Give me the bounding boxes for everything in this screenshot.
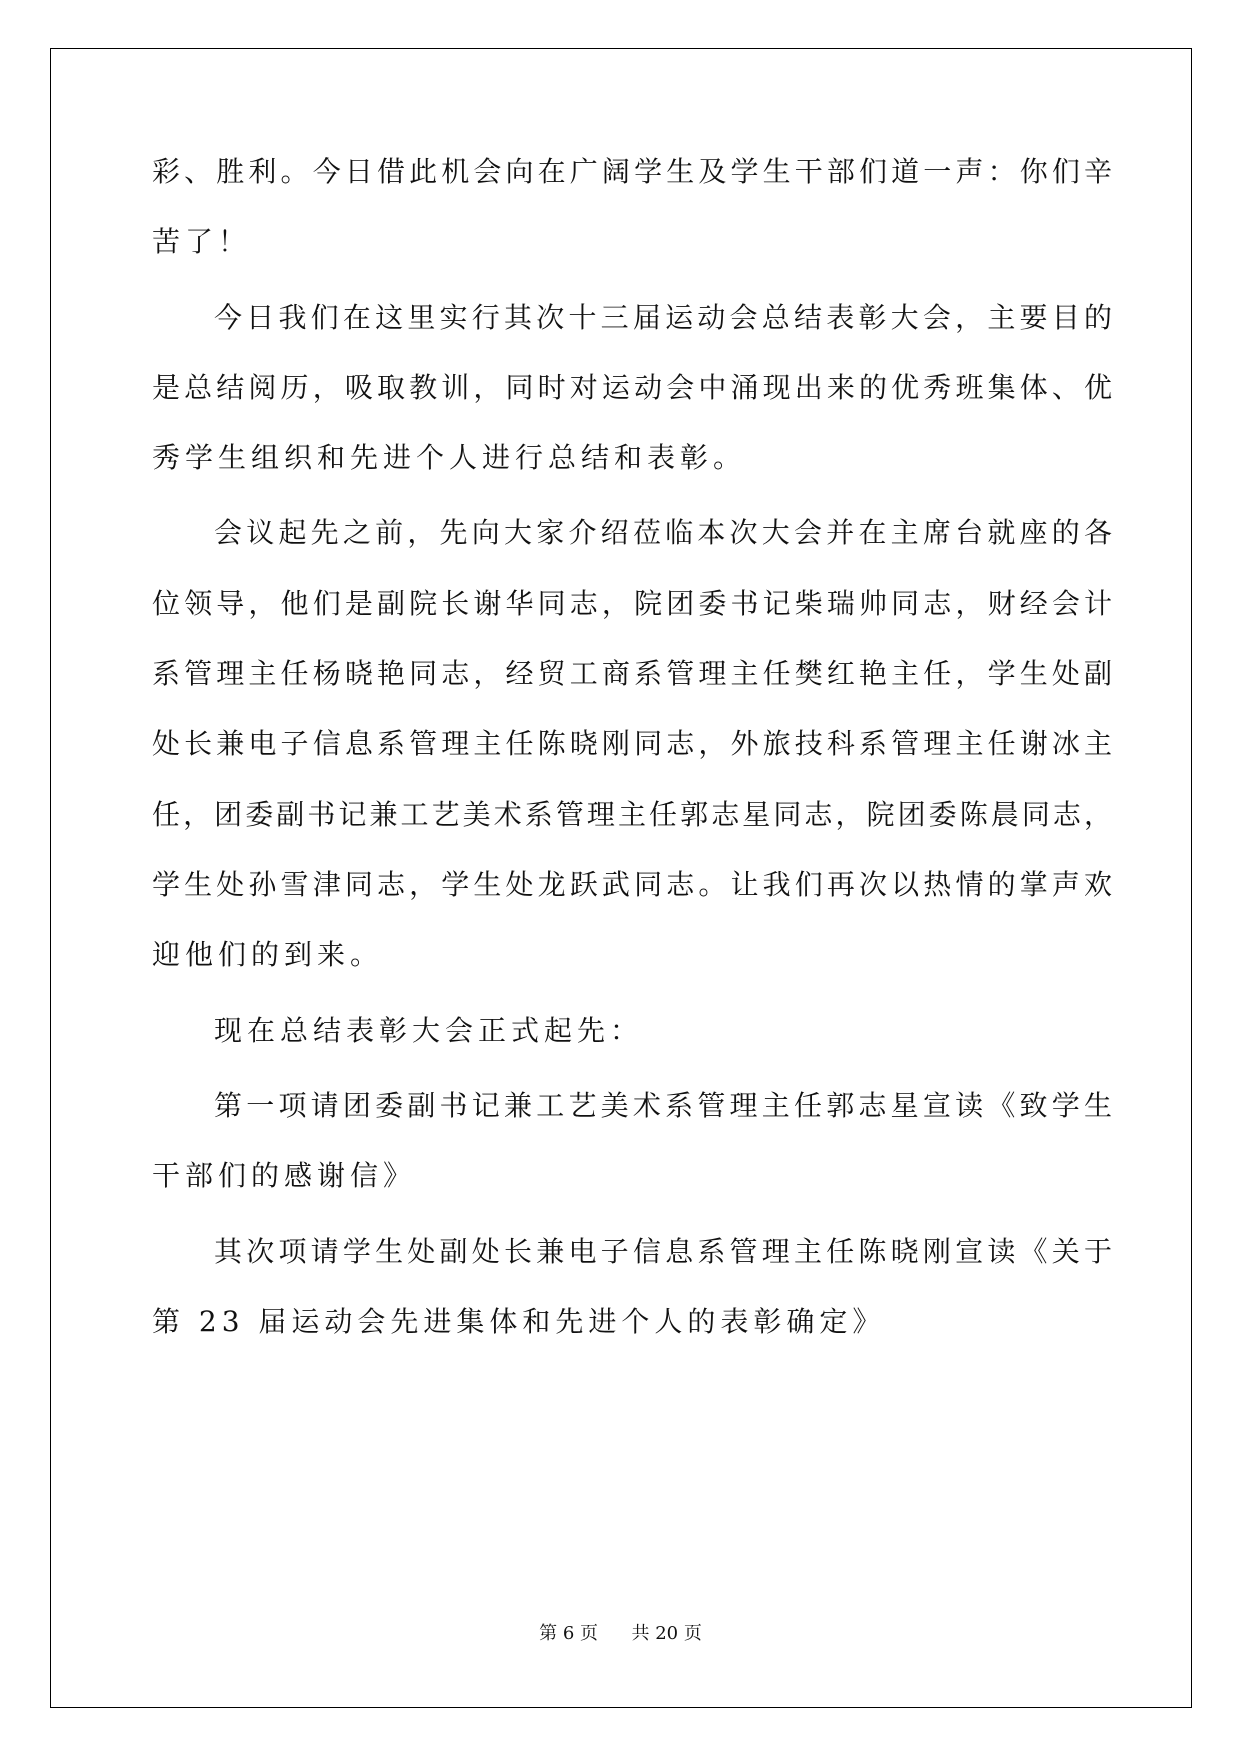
paragraph-line: 会议起先之前，先向大家介绍莅临本次大会并在主席台就座的各 [214,516,1112,549]
body-line: 学生处孙雪津同志，学生处龙跃武同志。让我们再次以热情的掌声欢 [152,868,1112,901]
body-line: 迎他们的到来。 [152,938,384,971]
body-line: 系管理主任杨晓艳同志，经贸工商系管理主任樊红艳主任，学生处副 [152,657,1112,690]
paragraph-line: 现在总结表彰大会正式起先： [214,1014,644,1047]
page-total: 共 20 页 [631,1623,702,1644]
page-number: 第 6 页 [539,1623,599,1644]
paragraph-line: 其次项请学生处副处长兼电子信息系管理主任陈晓刚宣读《关于 [214,1235,1112,1268]
body-line: 是总结阅历，吸取教训，同时对运动会中涌现出来的优秀班集体、优 [152,371,1112,404]
body-line: 苦了！ [152,225,252,258]
body-line: 第 23 届运动会先进集体和先进个人的表彰确定》 [152,1305,886,1338]
body-line: 彩、胜利。今日借此机会向在广阔学生及学生干部们道一声：你们辛 [152,155,1112,188]
paragraph-line: 今日我们在这里实行其次十三届运动会总结表彰大会，主要目的 [214,301,1112,334]
body-line: 处长兼电子信息系管理主任陈晓刚同志，外旅技科系管理主任谢冰主 [152,727,1112,760]
body-line: 任，团委副书记兼工艺美术系管理主任郭志星同志，院团委陈晨同志， [152,798,1112,831]
paragraph-line: 第一项请团委副书记兼工艺美术系管理主任郭志星宣读《致学生 [214,1089,1112,1122]
body-line: 秀学生组织和先进个人进行总结和表彰。 [152,441,747,474]
body-line: 位领导，他们是副院长谢华同志，院团委书记柴瑞帅同志，财经会计 [152,587,1112,620]
page-footer [0,1622,1241,1646]
body-line: 干部们的感谢信》 [152,1159,417,1192]
